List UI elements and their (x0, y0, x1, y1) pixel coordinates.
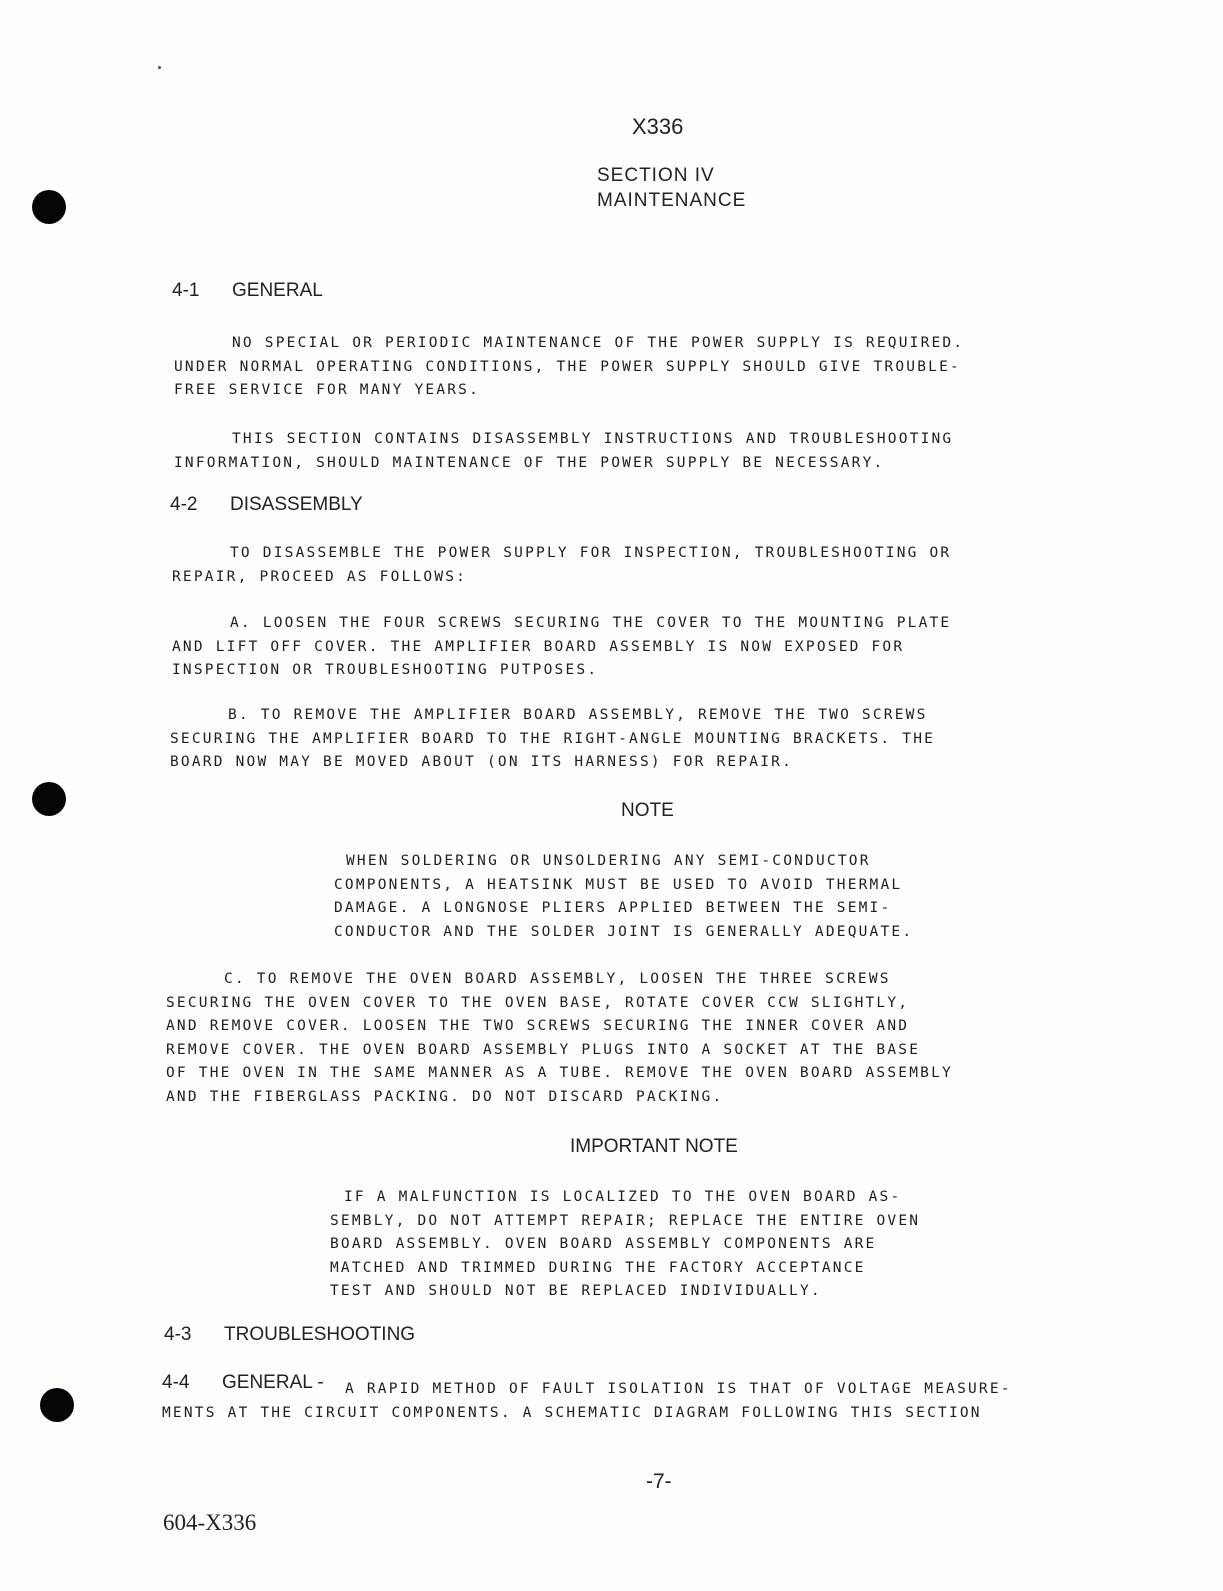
paragraph-line: TEST AND SHOULD NOT BE REPLACED INDIVIDUALLY. (330, 1283, 822, 1299)
step-b (170, 704, 935, 775)
paragraph-line: BOARD ASSEMBLY. OVEN BOARD ASSEMBLY COMPONENTS ARE (330, 1236, 877, 1252)
paragraph-line: MENTS AT THE CIRCUIT COMPONENTS. A SCHEMATIC DIAGRAM FOLLOWING THIS SECTION (162, 1404, 982, 1421)
paragraph-line: CONDUCTOR AND THE SOLDER JOINT IS GENERALLY ADEQUATE. (334, 923, 914, 940)
paragraph-line: AND REMOVE COVER. LOOSEN THE TWO SCREWS SECURING THE INNER COVER AND (166, 1018, 910, 1034)
heading-number: 4-4 (162, 1372, 190, 1393)
heading-number: 4-2 (170, 494, 198, 515)
important-note-text (330, 1186, 920, 1304)
paragraph-line: NO SPECIAL OR PERIODIC MAINTENANCE OF THE POWER SUPPLY IS REQUIRED. (232, 335, 965, 351)
document-code: 604-X336 (163, 1510, 257, 1535)
paragraph-line: FREE SERVICE FOR MANY YEARS. (174, 382, 481, 398)
heading-4-3 (164, 1324, 415, 1346)
heading-4-1 (172, 280, 323, 302)
paragraph-line: TO DISASSEMBLE THE POWER SUPPLY FOR INSPECTION, TROUBLESHOOTING OR (230, 545, 952, 561)
scan-speck (158, 66, 161, 69)
paragraph-line: OF THE OVEN IN THE SAME MANNER AS A TUBE. REMOVE THE OVEN BOARD ASSEMBLY (166, 1065, 953, 1081)
note-label: NOTE (621, 800, 674, 821)
paragraph-line: A RAPID METHOD OF FAULT ISOLATION IS THAT OF VOLTAGE MEASURE- (345, 1381, 1012, 1397)
paragraph-line: AND LIFT OFF COVER. THE AMPLIFIER BOARD ASSEMBLY IS NOW EXPOSED FOR (172, 638, 905, 655)
paragraph-line: A. LOOSEN THE FOUR SCREWS SECURING THE COVER TO THE MOUNTING PLATE (230, 615, 952, 631)
paragraph-line: INFORMATION, SHOULD MAINTENANCE OF THE POWER SUPPLY BE NECESSARY. (174, 454, 885, 471)
heading-title: TROUBLESHOOTING (224, 1324, 416, 1345)
paragraph-line: SECURING THE AMPLIFIER BOARD TO THE RIGHT-ANGLE MOUNTING BRACKETS. THE (170, 730, 936, 747)
note-text (334, 850, 913, 944)
paragraph-line: WHEN SOLDERING OR UNSOLDERING ANY SEMI-CONDUCTOR (346, 853, 871, 869)
section-subtitle: MAINTENANCE (597, 190, 747, 211)
punch-hole-middle (32, 782, 66, 816)
paragraph-line: C. TO REMOVE THE OVEN BOARD ASSEMBLY, LOOSEN THE THREE SCREWS (224, 971, 891, 987)
paragraph-line: UNDER NORMAL OPERATING CONDITIONS, THE POWER SUPPLY SHOULD GIVE TROUBLE- (174, 358, 961, 375)
paragraph-4-4 (162, 1378, 1012, 1425)
heading-number: 4-3 (164, 1324, 192, 1345)
paragraph-line: DAMAGE. A LONGNOSE PLIERS APPLIED BETWEEN THE SEMI- (334, 900, 892, 916)
heading-title: GENERAL (232, 280, 323, 301)
paragraph-line: SEMBLY, DO NOT ATTEMPT REPAIR; REPLACE THE ENTIRE OVEN (330, 1212, 921, 1229)
step-c (166, 968, 953, 1109)
paragraph-general-2 (174, 428, 953, 475)
heading-4-2 (170, 494, 363, 516)
paragraph-line: SECURING THE OVEN COVER TO THE OVEN BASE, ROTATE COVER CCW SLIGHTLY, (166, 994, 910, 1011)
paragraph-line: INSPECTION OR TROUBLESHOOTING PUTPOSES. (172, 662, 599, 678)
paragraph-line: BOARD NOW MAY BE MOVED ABOUT (ON ITS HARNESS) FOR REPAIR. (170, 754, 793, 770)
punch-hole-top (32, 190, 66, 224)
page-number: -7- (646, 1470, 672, 1493)
paragraph-line: IF A MALFUNCTION IS LOCALIZED TO THE OVEN BOARD AS- (344, 1189, 902, 1205)
paragraph-disassembly-intro (172, 542, 951, 589)
section-title: SECTION IV (597, 165, 715, 186)
heading-number: 4-1 (172, 280, 200, 301)
paragraph-line: B. TO REMOVE THE AMPLIFIER BOARD ASSEMBLY, REMOVE THE TWO SCREWS (228, 707, 928, 723)
punch-hole-bottom (40, 1388, 74, 1422)
paragraph-line: AND THE FIBERGLASS PACKING. DO NOT DISCARD PACKING. (166, 1088, 724, 1105)
heading-title: GENERAL - (222, 1372, 324, 1393)
paragraph-line: MATCHED AND TRIMMED DURING THE FACTORY ACCEPTANCE (330, 1259, 866, 1276)
heading-title: DISASSEMBLY (230, 494, 363, 515)
paragraph-line: THIS SECTION CONTAINS DISASSEMBLY INSTRUCTIONS AND TROUBLESHOOTING (232, 431, 954, 447)
paragraph-general-1 (174, 332, 964, 403)
document-id: X336 (632, 114, 684, 139)
paragraph-line: COMPONENTS, A HEATSINK MUST BE USED TO AVOID THERMAL (334, 876, 903, 893)
important-note-label: IMPORTANT NOTE (570, 1136, 738, 1157)
step-a (172, 612, 951, 683)
paragraph-line: REMOVE COVER. THE OVEN BOARD ASSEMBLY PLUGS INTO A SOCKET AT THE BASE (166, 1041, 921, 1058)
paragraph-line: REPAIR, PROCEED AS FOLLOWS: (172, 568, 468, 585)
